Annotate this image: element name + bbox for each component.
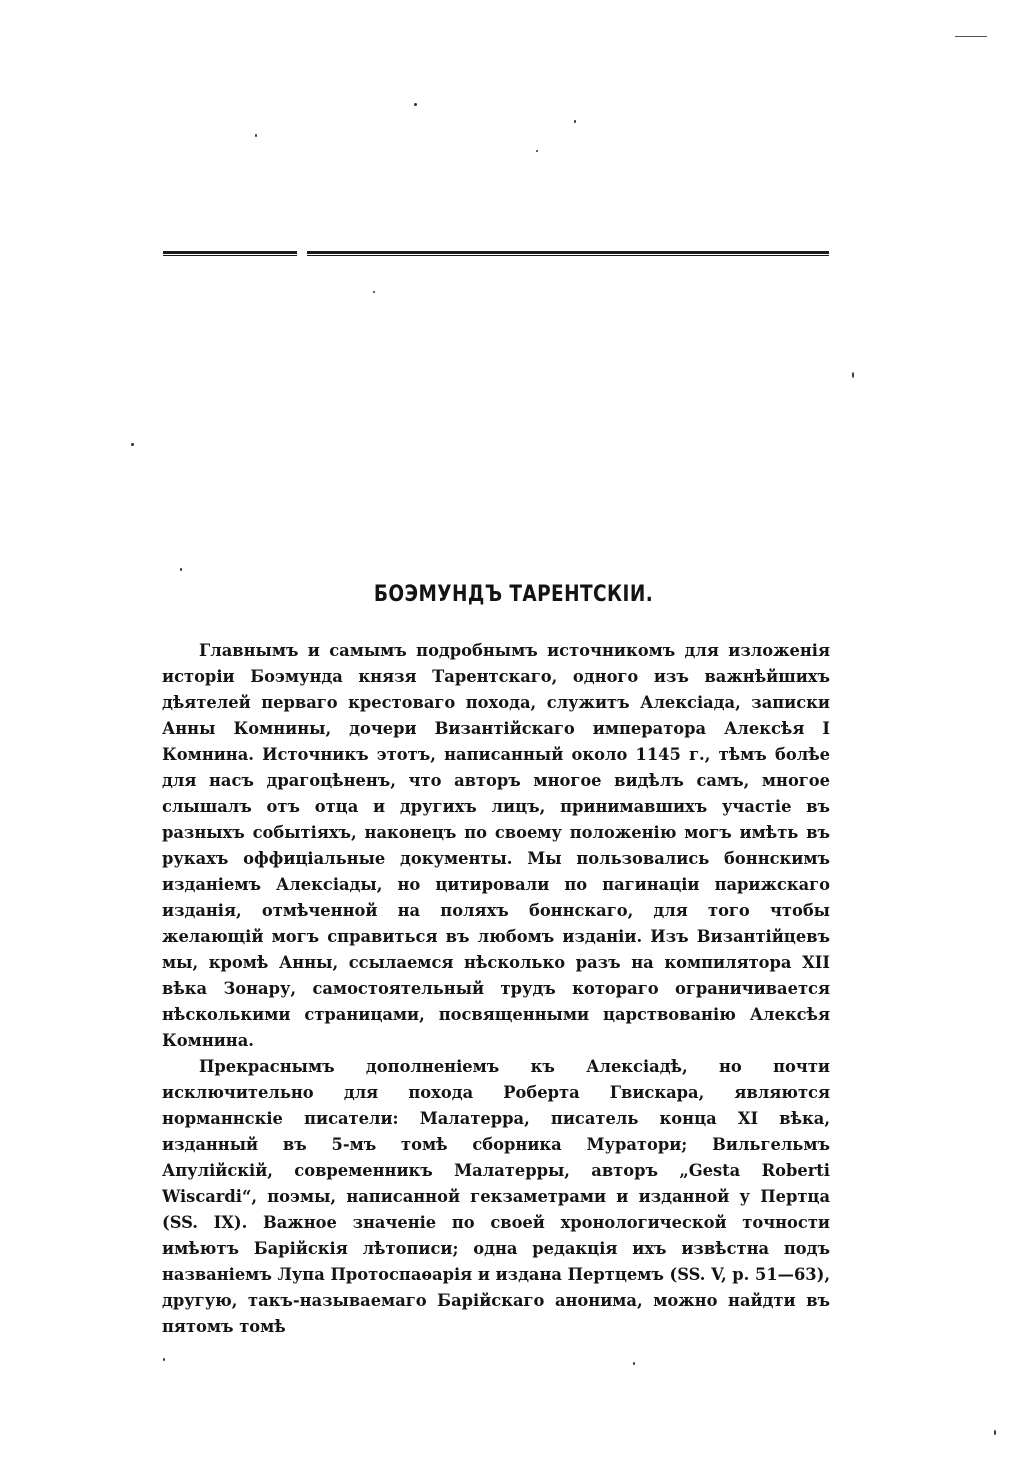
scan-speck [414,103,417,106]
scan-speck [255,134,257,137]
scan-speck [852,372,854,378]
paragraph-norman-writers: Прекраснымъ дополненіемъ къ Алексіадѣ, но почти исключительно для похода Роберта Гвискара, являются норманнскіе писатели: Малатерра, писатель конца XI вѣка, изданный въ 5-мъ томѣ сборника Муратори; Вильгельмъ Апулійскій, современникъ Малатерры, авторъ „Gesta Roberti Wiscardi“, поэмы, написанной гекзаметрами и изданной у Пертца (SS. IX). Важное значеніе по своей хронологической точности имѣютъ Барійскія лѣтописи; одна редакція ихъ извѣстна подъ названіемъ Лупа Протоспаѳарія и издана Пертцемъ (SS. V, p. 51—63), другую, такъ-называемаго Барійскаго анонима, можно найдти въ пятомъ томѣ [162,1057,830,1336]
scan-speck [373,291,375,293]
chapter-title: БОЭМУНДЪ ТАРЕНТСКІИ. [373,582,654,607]
paragraph-sources: Главнымъ и самымъ подробнымъ источникомъ для изложенія исторіи Боэмунда князя Тарентскаго, одного изъ важнѣйшихъ дѣятелей перваго крестоваго похода, служитъ Алексіада, записки Анны Комнины, дочери Византійскаго императора Алексѣя I Комнина. Источникъ этотъ, написанный около 1145 г., тѣмъ болѣе для насъ драгоцѣненъ, что авторъ многое видѣлъ самъ, многое слышалъ отъ отца и другихъ лицъ, принимавшихъ участіе въ разныхъ событіяхъ, наконецъ по своему положенію могъ имѣть въ рукахъ оффиціальные документы. Мы пользовались боннскимъ изданіемъ Алексіады, но цитировали по пагинаціи парижскаго изданія, отмѣченной на поляхъ боннскаго, для того чтобы желающій могъ справиться въ любомъ изданіи. Изъ Византійцевъ мы, кромѣ Анны, ссылаемся нѣсколько разъ на компилятора XII вѣка Зонару, самостоятельный трудъ котораго ограничивается нѣсколькими страницами, посвященными царствованію Алексѣя Комнина. [162,641,830,1050]
scan-speck [574,120,576,123]
scan-speck [994,1430,996,1435]
header-rule-right [307,251,829,256]
scan-speck [180,568,182,571]
corner-mark [955,36,987,37]
scan-speck [536,150,538,152]
body-text [162,638,830,1340]
scan-speck [633,1362,635,1365]
header-rule-left [163,251,297,256]
scan-speck [163,1358,165,1361]
scan-speck [131,443,134,446]
